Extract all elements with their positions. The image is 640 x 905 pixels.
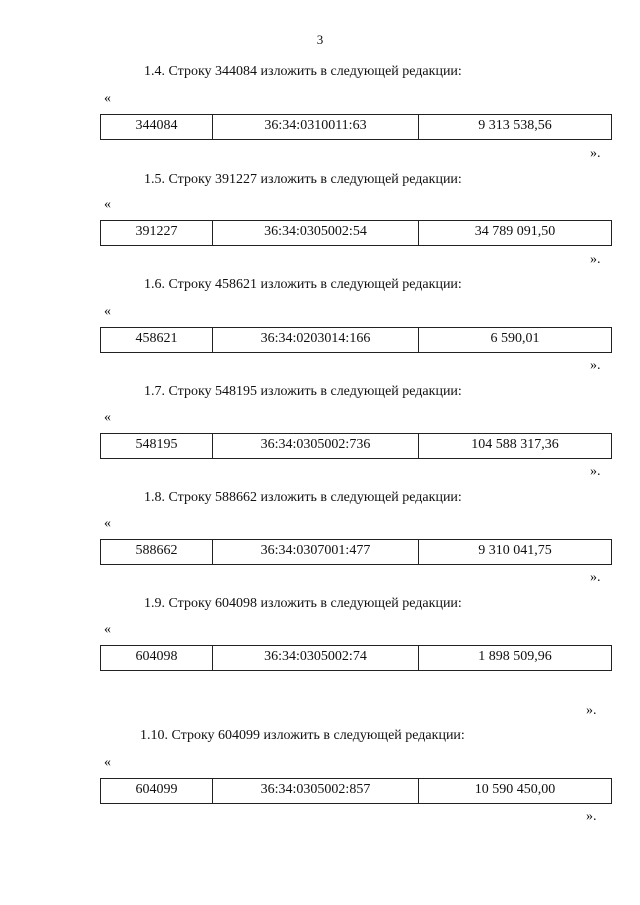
value-cell: 104 588 317,36 — [471, 437, 559, 452]
value-cell: 6 590,01 — [490, 331, 540, 346]
cadastral-number-cell: 36:34:0305002:736 — [213, 434, 419, 458]
value-cell: 9 310 041,75 — [478, 543, 552, 558]
table-row — [100, 433, 612, 459]
closing-quote: ». — [590, 146, 601, 161]
section-heading: 1.7. Строку 548195 изложить в следующей редакции: — [144, 384, 462, 399]
closing-quote: ». — [586, 809, 597, 824]
row-number-cell: 391227 — [101, 221, 213, 245]
table-row — [100, 220, 612, 246]
section-heading: 1.9. Строку 604098 изложить в следующей редакции: — [144, 596, 462, 611]
closing-quote: ». — [586, 703, 597, 718]
cadastral-number-cell: 36:34:0305002:857 — [213, 779, 419, 803]
opening-quote: « — [104, 410, 111, 425]
cadastral-number-cell: 36:34:0305002:54 — [213, 221, 419, 245]
table-row — [100, 327, 612, 353]
section-heading: 1.10. Строку 604099 изложить в следующей редакции: — [140, 728, 465, 743]
section-heading: 1.5. Строку 391227 изложить в следующей редакции: — [144, 172, 462, 187]
section-heading: 1.6. Строку 458621 изложить в следующей редакции: — [144, 277, 462, 292]
cadastral-number-cell: 36:34:0310011:63 — [213, 115, 419, 139]
closing-quote: ». — [590, 464, 601, 479]
value-cell: 10 590 450,00 — [474, 782, 556, 797]
closing-quote: ». — [590, 570, 601, 585]
section-heading: 1.8. Строку 588662 изложить в следующей редакции: — [144, 490, 462, 505]
value-cell: 34 789 091,50 — [474, 224, 556, 239]
row-number-cell: 604098 — [101, 646, 213, 670]
opening-quote: « — [104, 91, 111, 106]
opening-quote: « — [104, 516, 111, 531]
table-row — [100, 539, 612, 565]
table-row — [100, 645, 612, 671]
cadastral-number-cell: 36:34:0305002:74 — [213, 646, 419, 670]
closing-quote: ». — [590, 252, 601, 267]
row-number-cell: 344084 — [101, 115, 213, 139]
row-number-cell: 458621 — [101, 328, 213, 352]
cadastral-number-cell: 36:34:0307001:477 — [213, 540, 419, 564]
table-row — [100, 114, 612, 140]
row-number-cell: 548195 — [101, 434, 213, 458]
value-cell: 9 313 538,56 — [478, 118, 552, 133]
opening-quote: « — [104, 304, 111, 319]
opening-quote: « — [104, 755, 111, 770]
opening-quote: « — [104, 622, 111, 637]
cadastral-number-cell: 36:34:0203014:166 — [213, 328, 419, 352]
section-heading: 1.4. Строку 344084 изложить в следующей редакции: — [144, 64, 462, 79]
closing-quote: ». — [590, 358, 601, 373]
page-number: 3 — [316, 32, 324, 47]
row-number-cell: 604099 — [101, 779, 213, 803]
value-cell: 1 898 509,96 — [478, 649, 552, 664]
row-number-cell: 588662 — [101, 540, 213, 564]
opening-quote: « — [104, 197, 111, 212]
table-row — [100, 778, 612, 804]
